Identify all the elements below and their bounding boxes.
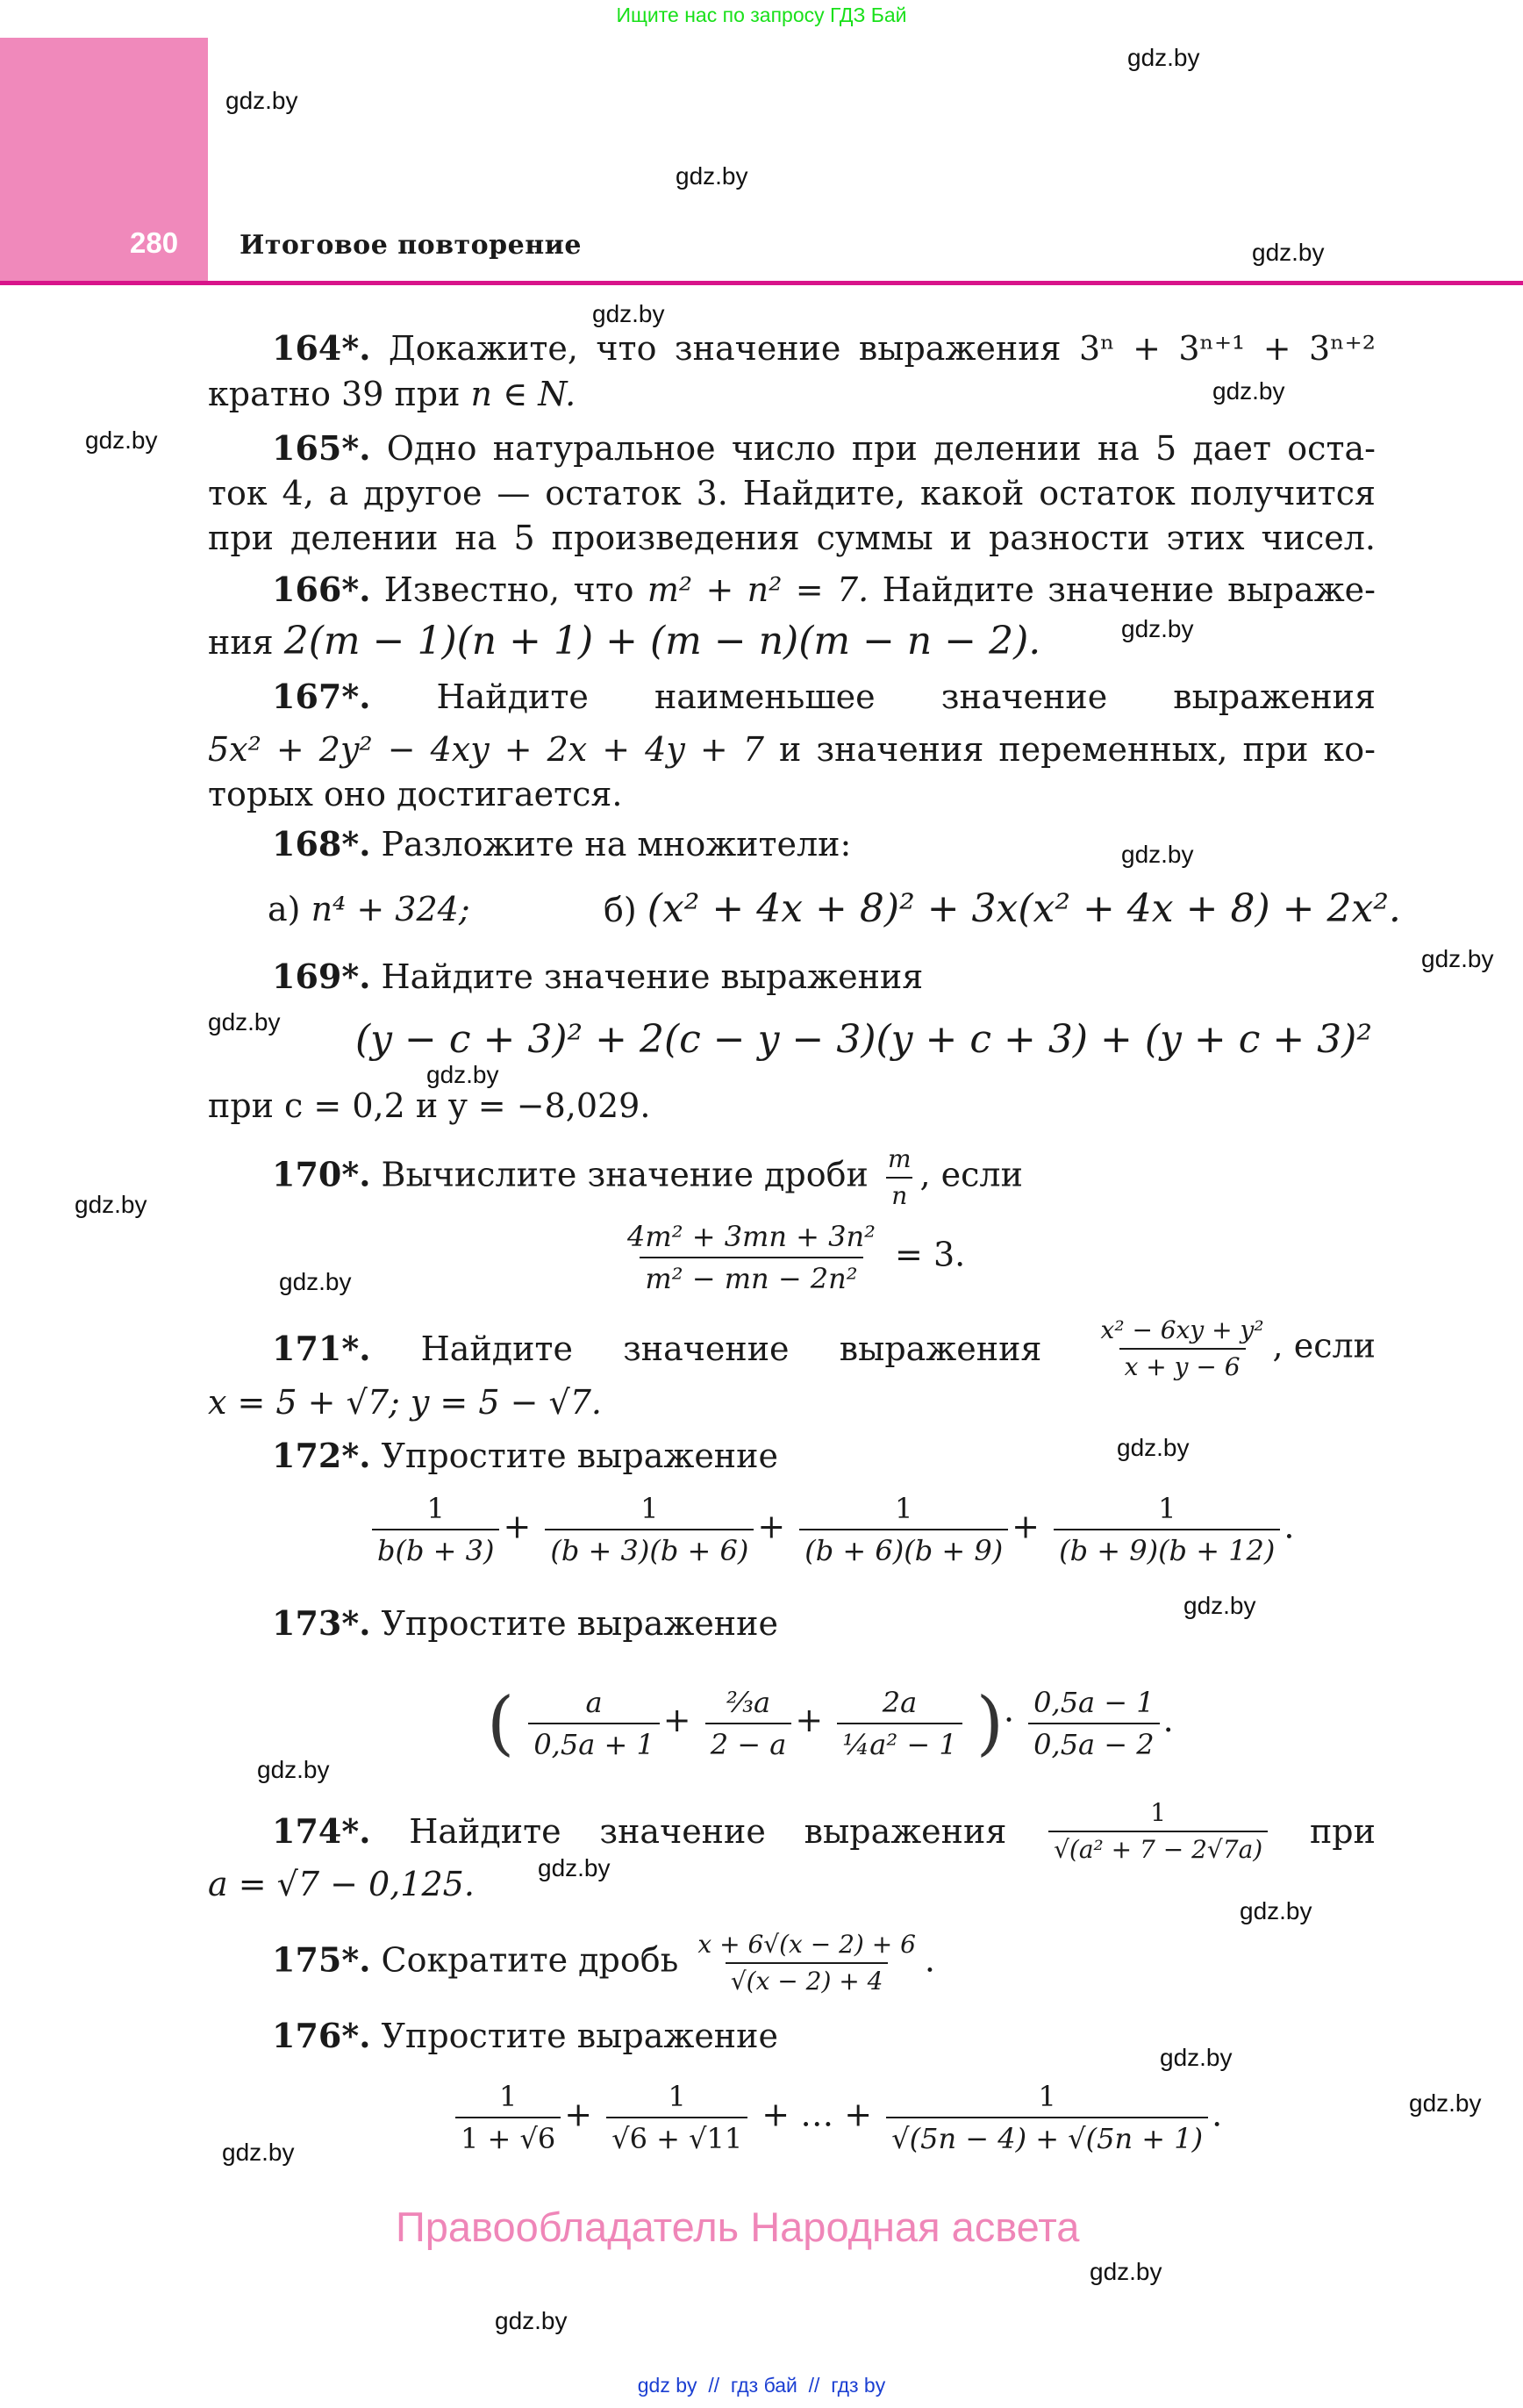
fraction — [606, 2080, 747, 2155]
math-expression: 2(m − 1)(n + 1) + (m − n)(m − n − 2). — [283, 619, 1041, 663]
problem-165-line2: ток 4, а другое — остаток 3. Найдите, какой остаток получится — [208, 474, 1376, 512]
watermark: gdz.by — [1160, 2044, 1233, 2071]
problem-number: 167*. — [272, 677, 371, 716]
denominator: (b + 6)(b + 9) — [799, 1529, 1008, 1567]
watermark: gdz.by — [208, 1008, 281, 1036]
denominator: √(a² + 7 − 2√7a) — [1048, 1831, 1268, 1864]
problem-174 — [272, 1799, 1376, 1864]
problem-text: , если — [919, 1155, 1023, 1194]
problem-word: значение — [940, 677, 1108, 716]
problem-167-line2 — [208, 729, 1376, 770]
numerator: 1 — [895, 1492, 913, 1525]
fraction — [1048, 1799, 1268, 1864]
problem-word: выражения — [1173, 677, 1376, 716]
header-rule — [0, 281, 1523, 285]
problem-text: и значения переменных, при ко- — [778, 730, 1376, 769]
denominator: √6 + √11 — [606, 2117, 747, 2155]
watermark: gdz.by — [257, 1756, 330, 1783]
problem-164 — [272, 328, 1376, 369]
problem-166 — [272, 570, 1376, 610]
copyright-notice: Правообладатель Народная асвета — [396, 2204, 1080, 2250]
problem-number: 171*. — [272, 1329, 371, 1368]
problem-number: 169*. — [272, 957, 371, 996]
problem-164-line2 — [208, 374, 1376, 414]
left-paren: ( — [487, 1681, 515, 1764]
problem-number: 165*. — [272, 428, 371, 468]
problem-165-line3: при делении на 5 произведения суммы и разности этих чисел. — [208, 519, 1376, 557]
fraction — [692, 1931, 921, 1996]
problem-165 — [272, 428, 1376, 469]
problem-176-expr: $\frac{1}{1 + √6}$ + $\frac{1}{√6 + √11}$ + … + $\frac{1}{√(5n - 4) + √(5n + 1)}$ . — [452, 2080, 1241, 2155]
fraction — [455, 2080, 561, 2155]
math-expression: m² + n² = 7. — [647, 570, 869, 609]
problem-number: 164*. — [272, 328, 371, 368]
denominator: (b + 3)(b + 6) — [545, 1529, 754, 1567]
top-banner: Ищите нас по запросу ГДЗ Бай — [616, 4, 907, 26]
problem-text: Упростите выражение — [381, 1437, 778, 1475]
problem-176 — [272, 2016, 1376, 2056]
equation-rhs: = 3. — [895, 1235, 966, 1274]
problem-169-expr — [355, 1017, 1372, 1062]
watermark: gdz.by — [1240, 1897, 1312, 1924]
watermark: gdz.by — [1121, 615, 1194, 642]
problem-word: Найдите — [420, 1329, 573, 1368]
fraction — [1054, 1492, 1280, 1567]
problem-172 — [272, 1436, 1376, 1476]
fraction — [545, 1492, 754, 1567]
footer-link[interactable]: гдз бай — [730, 2374, 797, 2397]
problem-173-expr: ( $\frac{a}{0,5a + 1}$ + $\frac{\text{⅔a}}{2 - a}$ + $\frac{2a}{\text{¼a² − 1}}$ )· $\frac{0,5a - 1}{0,5a - 2}$ . — [487, 1681, 1174, 1764]
problem-word: наименьшее — [654, 677, 876, 716]
footer-separator: // — [708, 2374, 720, 2397]
numerator: 1 — [1038, 2080, 1056, 2113]
denominator: √(5n − 4) + √(5n + 1) — [886, 2117, 1208, 2155]
problem-word: значение — [623, 1329, 790, 1368]
problem-text: Найдите значение выражения — [381, 957, 924, 996]
problem-174-line2 — [208, 1864, 1376, 1904]
problem-167 — [272, 677, 1376, 717]
denominator: 1 + √6 — [455, 2117, 561, 2155]
fraction — [622, 1220, 881, 1295]
watermark: gdz.by — [85, 426, 158, 454]
problem-169 — [272, 957, 1376, 997]
numerator: ⅔a — [726, 1685, 771, 1719]
math-expression: 3ⁿ + 3ⁿ⁺¹ + 3ⁿ⁺² — [1079, 329, 1376, 368]
watermark: gdz.by — [1090, 2258, 1162, 2285]
item-label: б) — [604, 891, 637, 929]
numerator: 4m² + 3mn + 3n² — [627, 1220, 876, 1253]
watermark: gdz.by — [676, 162, 748, 190]
problem-number: 170*. — [272, 1154, 371, 1194]
watermark: gdz.by — [279, 1268, 352, 1295]
numerator: 1 — [498, 2080, 518, 2113]
watermark: gdz.by — [592, 300, 665, 327]
fraction — [883, 1145, 917, 1210]
watermark: gdz.by — [495, 2307, 568, 2334]
problem-number: 175*. — [272, 1939, 371, 1980]
problem-number: 166*. — [272, 570, 371, 609]
problem-168-b — [604, 886, 1401, 931]
problem-number: 168*. — [272, 824, 371, 864]
numerator: 1 — [668, 2080, 686, 2113]
math-expression: a = √7 − 0,125. — [208, 1865, 475, 1903]
problem-text: Одно натуральное число при делении на 5 дает оста- — [386, 429, 1376, 468]
problem-172-expr: $\frac{1}{b(b + 3)}$ + $\frac{1}{(b + 3)(b + 6)}$ + $\frac{1}{(b + 6)(b + 9)}$ + $\frac{1}{(b + 9)(b + 12)}$ . — [368, 1492, 1334, 1567]
watermark: gdz.by — [75, 1191, 147, 1218]
math-expression: n⁴ + 324; — [311, 890, 470, 928]
fraction — [1096, 1316, 1269, 1381]
numerator: x + 6√(x − 2) + 6 — [697, 1930, 916, 1959]
denominator: b(b + 3) — [372, 1529, 499, 1567]
problem-number: 172*. — [272, 1436, 371, 1475]
numerator: 1 — [640, 1492, 659, 1525]
problem-word: значение — [599, 1812, 766, 1851]
denominator: x + y − 6 — [1119, 1348, 1246, 1381]
numerator: 2a — [882, 1685, 918, 1719]
problem-word: Найдите — [409, 1812, 561, 1851]
problem-173 — [272, 1603, 1376, 1644]
chapter-title: Итоговое повторение — [240, 230, 582, 261]
problem-text: Упростите выражение — [381, 1604, 778, 1643]
problem-text: Разложите на множители: — [381, 825, 852, 864]
watermark: gdz.by — [426, 1061, 499, 1088]
fraction — [705, 1686, 792, 1761]
problem-text: , если — [1272, 1326, 1376, 1365]
footer-links — [0, 2374, 1523, 2397]
watermark: gdz.by — [1212, 377, 1285, 405]
watermark: gdz.by — [1121, 841, 1194, 868]
math-expression: (y − c + 3)² + 2(c − y − 3)(y + c + 3) + (y + c + 3)² — [355, 1017, 1372, 1062]
watermark: gdz.by — [1252, 239, 1325, 266]
numerator: a — [585, 1685, 603, 1719]
math-expression: n ∈ N. — [470, 375, 576, 413]
punctuation: . — [1283, 1507, 1295, 1546]
problem-number: 176*. — [272, 2016, 371, 2055]
problem-text: Сократите дробь — [381, 1940, 679, 1980]
numerator: 1 — [1150, 1798, 1167, 1827]
item-label: а) — [268, 890, 301, 928]
denominator: 2 − a — [705, 1723, 792, 1761]
fraction — [528, 1686, 659, 1761]
fraction — [799, 1492, 1008, 1567]
punctuation: . — [1162, 1701, 1174, 1739]
denominator: m² − mn − 2n² — [640, 1257, 862, 1295]
watermark: gdz.by — [1117, 1434, 1190, 1461]
punctuation: . — [924, 1940, 936, 1980]
numerator: x² − 6xy + y² — [1100, 1315, 1264, 1344]
problem-168 — [272, 824, 1376, 864]
watermark: gdz.by — [1409, 2089, 1482, 2117]
right-paren: ) — [976, 1681, 1004, 1764]
watermark: gdz.by — [225, 87, 298, 114]
punctuation: . — [1212, 2095, 1223, 2134]
watermark: gdz.by — [222, 2139, 295, 2166]
problem-166-line2 — [208, 621, 1376, 663]
problem-text: Вычислите значение дроби — [381, 1155, 869, 1194]
math-expression: 5x² + 2y² − 4xy + 2x + 4y + 7 — [208, 730, 764, 769]
ellipsis: + … + — [762, 2095, 873, 2134]
denominator: n — [886, 1177, 912, 1210]
problem-text: Докажите, что значение выражения — [388, 329, 1062, 368]
problem-171-line2 — [208, 1382, 1376, 1423]
problem-169-cond: при c = 0,2 и y = −8,029. — [208, 1086, 651, 1125]
problem-number: 173*. — [272, 1603, 371, 1643]
numerator: m — [887, 1144, 912, 1173]
page-number: 280 — [130, 226, 179, 259]
watermark: gdz.by — [1183, 1592, 1256, 1619]
math-expression: x = 5 + √7; y = 5 − √7. — [208, 1383, 602, 1422]
denominator: ¼a² − 1 — [837, 1723, 962, 1761]
problem-text: кратно 39 при — [208, 375, 461, 413]
problem-word: Найдите — [436, 677, 589, 716]
footer-separator: // — [808, 2374, 820, 2397]
fraction — [837, 1686, 962, 1761]
problem-text: при — [1309, 1812, 1376, 1851]
problem-170-equation — [618, 1220, 1233, 1295]
problem-text: ния — [208, 623, 274, 662]
math-expression: (x² + 4x + 8)² + 3x(x² + 4x + 8) + 2x². — [647, 886, 1401, 931]
problem-word: выражения — [804, 1812, 1007, 1851]
numerator: 1 — [1158, 1492, 1176, 1525]
footer-link[interactable]: гдз by — [831, 2374, 886, 2397]
denominator: (b + 9)(b + 12) — [1054, 1529, 1280, 1567]
problem-number: 174*. — [272, 1811, 371, 1851]
denominator: 0,5a − 2 — [1028, 1723, 1159, 1761]
problem-text: Известно, что — [383, 570, 634, 609]
watermark: gdz.by — [1421, 945, 1494, 972]
numerator: 0,5a − 1 — [1033, 1685, 1155, 1719]
problem-text: Найдите значение выраже- — [882, 570, 1376, 609]
problem-170 — [272, 1145, 1376, 1210]
problem-175 — [272, 1931, 1376, 1996]
fraction — [886, 2080, 1208, 2155]
numerator: 1 — [426, 1492, 445, 1525]
denominator: 0,5a + 1 — [528, 1723, 659, 1761]
fraction — [1028, 1686, 1159, 1761]
watermark: gdz.by — [1127, 44, 1200, 71]
problem-word: выражения — [839, 1329, 1042, 1368]
denominator: √(x − 2) + 4 — [726, 1962, 889, 1996]
problem-171 — [272, 1316, 1376, 1381]
fraction — [372, 1492, 499, 1567]
footer-link[interactable]: gdz by — [637, 2374, 697, 2397]
problem-text: Упростите выражение — [381, 2017, 778, 2055]
problem-167-line3: торых оно достигается. — [208, 775, 623, 813]
watermark: gdz.by — [538, 1854, 611, 1881]
